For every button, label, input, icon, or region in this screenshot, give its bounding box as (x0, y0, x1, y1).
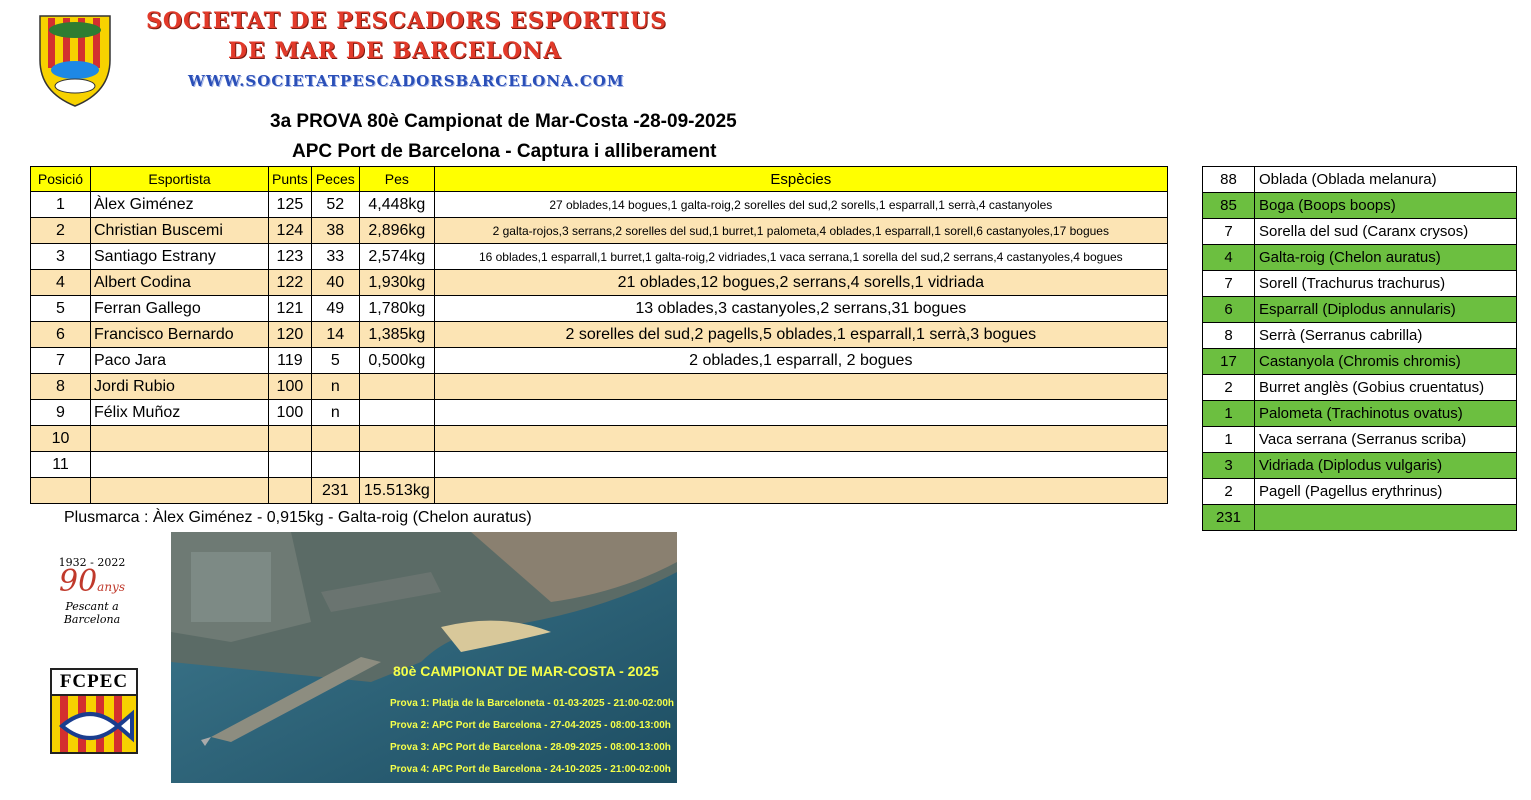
results-table (30, 166, 1168, 504)
cell-pes: 2,574kg (359, 244, 434, 270)
cell-peces: 14 (311, 322, 359, 348)
species-count: 8 (1203, 323, 1255, 349)
cell-peces (311, 426, 359, 452)
cell-especies: 2 galta-rojos,3 serrans,2 sorelles del sud,1 burret,1 palometa,4 oblades,1 esparrall,1 sorell,6 castanyoles,17 bogues (434, 218, 1167, 244)
cell-name (91, 452, 269, 478)
federation-logo (50, 668, 138, 754)
cell-punts (269, 452, 312, 478)
cell-especies (434, 374, 1167, 400)
cell-peces: 38 (311, 218, 359, 244)
col-header-peces: Peces (311, 167, 359, 192)
round-3: Prova 3: APC Port de Barcelona - 28-09-2025 - 08:00-13:00h (390, 742, 671, 753)
species-name: Palometa (Trachinotus ovatus) (1255, 401, 1517, 427)
species-total-row (1203, 505, 1517, 531)
table-row (31, 348, 1168, 374)
cell-pos: 9 (31, 400, 91, 426)
federation-flag-icon (52, 696, 136, 754)
species-name: Vaca serrana (Serranus scriba) (1255, 427, 1517, 453)
cell-pes (359, 426, 434, 452)
species-table (1202, 166, 1517, 531)
cell-especies: 2 sorelles del sud,2 pagells,5 oblades,1 esparrall,1 serrà,3 bogues (434, 322, 1167, 348)
totals-row (31, 478, 1168, 504)
cell-especies: 13 oblades,3 castanyoles,2 serrans,31 bogues (434, 296, 1167, 322)
cell-especies: 21 oblades,12 bogues,2 serrans,4 sorells,1 vidriada (434, 270, 1167, 296)
col-header-posicio: Posició (31, 167, 91, 192)
species-name: Galta-roig (Chelon auratus) (1255, 245, 1517, 271)
cell-peces: 52 (311, 192, 359, 218)
species-name: Sorella del sud (Caranx crysos) (1255, 219, 1517, 245)
cell-pes: 1,930kg (359, 270, 434, 296)
cell-especies (434, 426, 1167, 452)
cell-peces: 33 (311, 244, 359, 270)
cell-pes: 0,500kg (359, 348, 434, 374)
cell-pes: 1,780kg (359, 296, 434, 322)
species-count: 2 (1203, 479, 1255, 505)
list-item (1203, 193, 1517, 219)
species-count: 85 (1203, 193, 1255, 219)
club-logo (34, 12, 116, 108)
cell-pos: 6 (31, 322, 91, 348)
total-pes: 15.513kg (359, 478, 434, 504)
species-count: 2 (1203, 375, 1255, 401)
cell-punts: 121 (269, 296, 312, 322)
cell-pes (359, 374, 434, 400)
species-count: 1 (1203, 427, 1255, 453)
cell-name: Jordi Rubio (91, 374, 269, 400)
cell-pes (359, 400, 434, 426)
cell-pes: 4,448kg (359, 192, 434, 218)
federation-name: FCPEC (52, 670, 136, 696)
cell-punts: 123 (269, 244, 312, 270)
championship-title: 80è CAMPIONAT DE MAR-COSTA - 2025 (393, 663, 659, 679)
cell-empty (91, 478, 269, 504)
species-count: 3 (1203, 453, 1255, 479)
table-row (31, 244, 1168, 270)
round-2: Prova 2: APC Port de Barcelona - 27-04-2025 - 08:00-13:00h (390, 720, 671, 731)
org-title-line1: SOCIETAT DE PESCADORS ESPORTIUS (146, 8, 668, 34)
cell-peces: 40 (311, 270, 359, 296)
anniversary-years: 1932 - 2022 (58, 556, 126, 569)
list-item (1203, 479, 1517, 505)
cell-name: Ferran Gallego (91, 296, 269, 322)
list-item (1203, 167, 1517, 193)
cell-pes: 1,385kg (359, 322, 434, 348)
record-line: Plusmarca : Àlex Giménez - 0,915kg - Galta-roig (Chelon auratus) (64, 509, 532, 526)
species-name: Oblada (Oblada melanura) (1255, 167, 1517, 193)
col-header-especies: Espècies (434, 167, 1167, 192)
species-name: Burret anglès (Gobius cruentatus) (1255, 375, 1517, 401)
event-title: 3a PROVA 80è Campionat de Mar-Costa -28-09-2025 (270, 111, 737, 132)
cell-pos: 3 (31, 244, 91, 270)
cell-empty (1255, 505, 1517, 531)
round-1: Prova 1: Platja de la Barceloneta - 01-03-2025 - 21:00-02:00h (390, 698, 675, 709)
cell-especies (434, 400, 1167, 426)
cell-name: Albert Codina (91, 270, 269, 296)
species-name: Sorell (Trachurus trachurus) (1255, 271, 1517, 297)
round-4: Prova 4: APC Port de Barcelona - 24-10-2025 - 21:00-02:00h (390, 764, 671, 775)
col-header-esportista: Esportista (91, 167, 269, 192)
cell-punts: 100 (269, 374, 312, 400)
cell-name: Christian Buscemi (91, 218, 269, 244)
cell-empty (31, 478, 91, 504)
port-aerial-photo (171, 532, 677, 783)
list-item (1203, 453, 1517, 479)
list-item (1203, 349, 1517, 375)
anniversary-logo (46, 556, 138, 626)
table-row (31, 400, 1168, 426)
list-item (1203, 219, 1517, 245)
list-item (1203, 271, 1517, 297)
cell-pos: 10 (31, 426, 91, 452)
cell-empty (269, 478, 312, 504)
cell-name (91, 426, 269, 452)
table-row (31, 452, 1168, 478)
cell-name: Santiago Estrany (91, 244, 269, 270)
cell-punts: 125 (269, 192, 312, 218)
list-item (1203, 297, 1517, 323)
species-name: Serrà (Serranus cabrilla) (1255, 323, 1517, 349)
cell-pos: 7 (31, 348, 91, 374)
cell-pos: 4 (31, 270, 91, 296)
species-name: Boga (Boops boops) (1255, 193, 1517, 219)
cell-especies: 2 oblades,1 esparrall, 2 bogues (434, 348, 1167, 374)
cell-pes (359, 452, 434, 478)
anniversary-suffix: anys (97, 580, 125, 594)
cell-pos: 8 (31, 374, 91, 400)
anniversary-number: 90 (58, 564, 98, 599)
list-item (1203, 375, 1517, 401)
results-header-row (31, 167, 1168, 192)
species-count: 88 (1203, 167, 1255, 193)
cell-peces: 5 (311, 348, 359, 374)
species-count: 7 (1203, 219, 1255, 245)
cell-especies: 27 oblades,14 bogues,1 galta-roig,2 sorelles del sud,2 sorells,1 esparrall,1 serrà,4 castanyoles (434, 192, 1167, 218)
table-row (31, 374, 1168, 400)
species-count: 6 (1203, 297, 1255, 323)
table-row (31, 218, 1168, 244)
total-peces: 231 (311, 478, 359, 504)
table-row (31, 270, 1168, 296)
cell-peces: n (311, 374, 359, 400)
org-title-line2: DE MAR DE BARCELONA (228, 38, 562, 64)
list-item (1203, 323, 1517, 349)
cell-punts: 119 (269, 348, 312, 374)
cell-name: Francisco Bernardo (91, 322, 269, 348)
anniversary-caption: Pescant a Barcelona (63, 600, 121, 626)
species-count: 7 (1203, 271, 1255, 297)
cell-punts (269, 426, 312, 452)
col-header-punts: Punts (269, 167, 312, 192)
cell-pos: 11 (31, 452, 91, 478)
cell-name: Félix Muñoz (91, 400, 269, 426)
species-name: Castanyola (Chromis chromis) (1255, 349, 1517, 375)
species-name: Pagell (Pagellus erythrinus) (1255, 479, 1517, 505)
website-link[interactable]: WWW.SOCIETATPESCADORSBARCELONA.COM (188, 72, 625, 90)
cell-peces (311, 452, 359, 478)
event-subtitle: APC Port de Barcelona - Captura i alliberament (292, 141, 717, 162)
cell-punts: 100 (269, 400, 312, 426)
species-count: 1 (1203, 401, 1255, 427)
table-row (31, 322, 1168, 348)
cell-pes: 2,896kg (359, 218, 434, 244)
species-count: 4 (1203, 245, 1255, 271)
list-item (1203, 401, 1517, 427)
cell-peces: n (311, 400, 359, 426)
col-header-pes: Pes (359, 167, 434, 192)
list-item (1203, 245, 1517, 271)
cell-especies (434, 452, 1167, 478)
cell-peces: 49 (311, 296, 359, 322)
cell-punts: 122 (269, 270, 312, 296)
cell-name: Àlex Giménez (91, 192, 269, 218)
table-row (31, 296, 1168, 322)
cell-punts: 120 (269, 322, 312, 348)
cell-pos: 1 (31, 192, 91, 218)
list-item (1203, 427, 1517, 453)
cell-punts: 124 (269, 218, 312, 244)
cell-pos: 2 (31, 218, 91, 244)
table-row (31, 426, 1168, 452)
species-name: Esparrall (Diplodus annularis) (1255, 297, 1517, 323)
cell-empty (434, 478, 1167, 504)
species-name: Vidriada (Diplodus vulgaris) (1255, 453, 1517, 479)
species-count: 17 (1203, 349, 1255, 375)
table-row (31, 192, 1168, 218)
cell-especies: 16 oblades,1 esparrall,1 burret,1 galta-roig,2 vidriades,1 vaca serrana,1 sorella del sud,2 serrans,4 castanyoles,4 bogues (434, 244, 1167, 270)
cell-name: Paco Jara (91, 348, 269, 374)
species-total: 231 (1203, 505, 1255, 531)
cell-pos: 5 (31, 296, 91, 322)
